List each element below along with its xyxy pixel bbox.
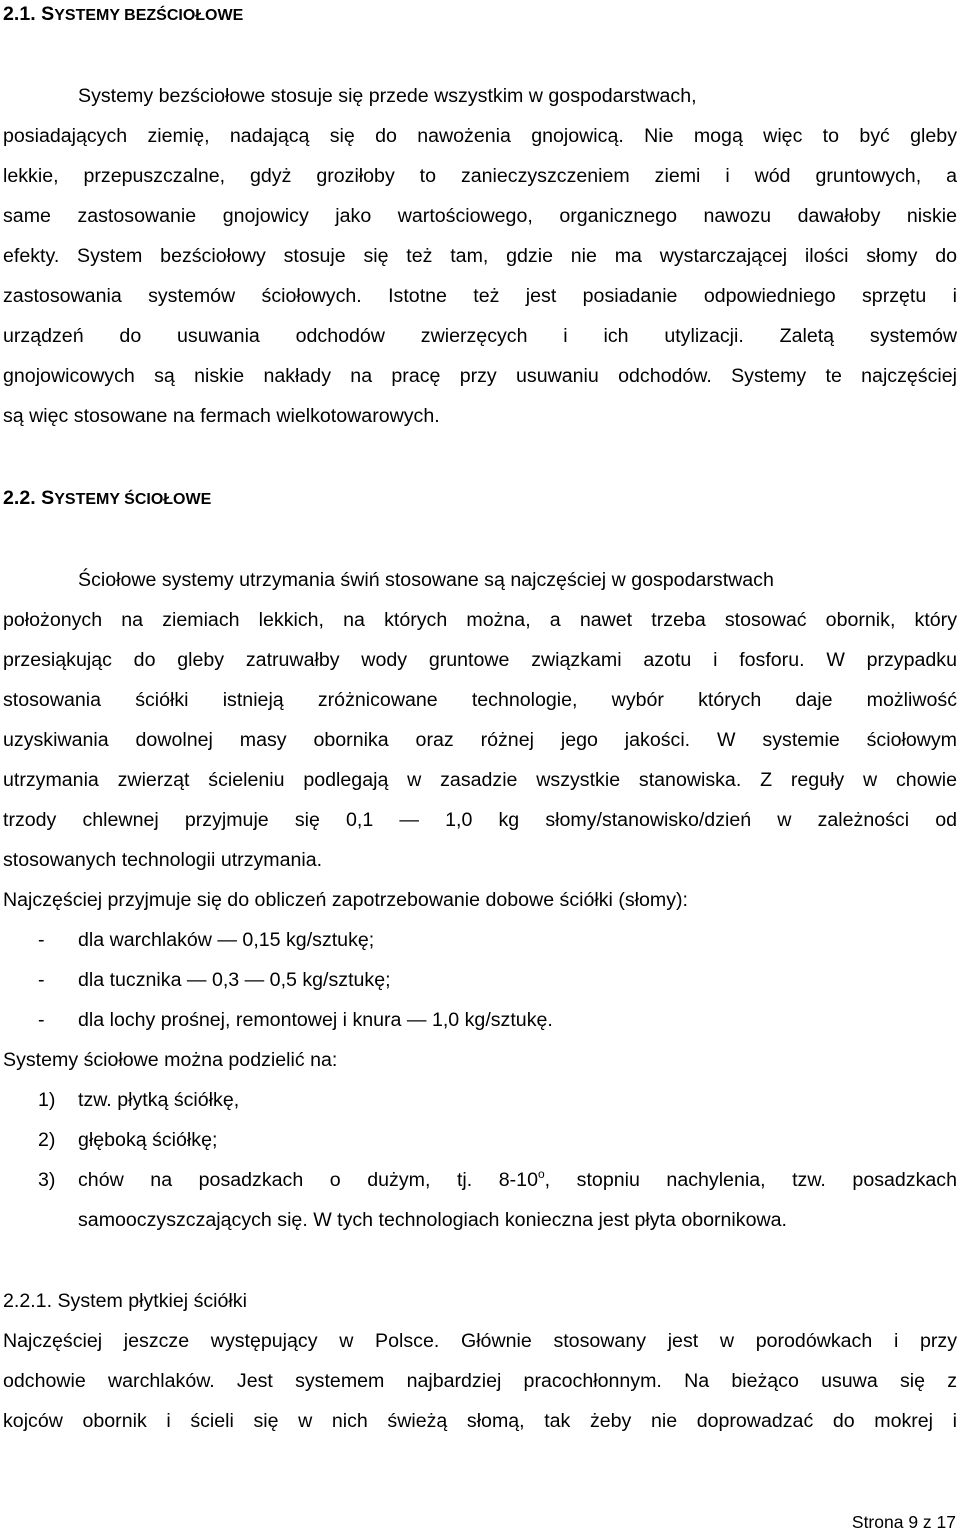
- dash-marker: -: [38, 969, 45, 991]
- paragraph-line: uzyskiwania dowolnej masy obornika oraz różnej jego jakości. W systemie ściołowym: [3, 729, 957, 751]
- paragraph-line: same zastosowanie gnojowicy jako wartościowego, organicznego nawozu dawałoby niskie: [3, 205, 957, 227]
- paragraph-line: Najczęściej przyjmuje się do obliczeń zapotrzebowanie dobowe ściółki (słomy):: [3, 889, 688, 911]
- paragraph-line: zastosowania systemów ściołowych. Istotne też jest posiadanie odpowiedniego sprzętu i: [3, 285, 957, 307]
- subsection-heading-2-2-1: 2.2.1. System płytkiej ściółki: [3, 1290, 247, 1312]
- section-number: 2.2.: [3, 487, 36, 509]
- list-item-text-a: chów na posadzkach o dużym, tj. 8-10: [78, 1169, 538, 1191]
- paragraph-line: Najczęściej jeszcze występujący w Polsce. Głównie stosowany jest w porodówkach i przy: [3, 1330, 957, 1352]
- section-title-initial: S: [41, 3, 55, 25]
- paragraph-line: odchowie warchlaków. Jest systemem najbardziej pracochłonnym. Na bieżąco usuwa się z: [3, 1370, 957, 1392]
- section-title-rest: YSTEMY BEZŚCIOŁOWE: [54, 7, 244, 24]
- list-item-text: dla warchlaków — 0,15 kg/sztukę;: [78, 929, 375, 951]
- section-number: 2.1.: [3, 3, 36, 25]
- paragraph-line: Systemy ściołowe można podzielić na:: [3, 1049, 338, 1071]
- list-number: 3): [38, 1169, 56, 1191]
- section-title-initial: S: [41, 487, 55, 509]
- paragraph-line: urządzeń do usuwania odchodów zwierzęcych i ich utylizacji. Zaletą systemów: [3, 325, 957, 347]
- section-heading-2-1: [3, 2, 243, 28]
- paragraph-line: kojców obornik i ścieli się w nich świeżą słomą, tak żeby nie doprowadzać do mokrej i: [3, 1410, 957, 1432]
- list-item-continuation: samooczyszczających się. W tych technologiach konieczna jest płyta obornikowa.: [78, 1209, 787, 1231]
- dash-marker: -: [38, 1009, 45, 1031]
- section-title-rest: YSTEMY ŚCIOŁOWE: [54, 491, 212, 508]
- paragraph-line: utrzymania zwierząt ścieleniu podlegają w zasadzie wszystkie stanowiska. Z reguły w chowie: [3, 769, 957, 791]
- section-heading-2-2: [3, 486, 211, 512]
- paragraph-line: stosowanych technologii utrzymania.: [3, 849, 323, 871]
- degree-superscript: o: [537, 1167, 545, 1181]
- list-item-text: dla lochy prośnej, remontowej i knura — 1,0 kg/sztukę.: [78, 1009, 553, 1031]
- list-item-text: tzw. płytką ściółkę,: [78, 1089, 240, 1111]
- paragraph-line: Systemy bezściołowe stosuje się przede wszystkim w gospodarstwach,: [78, 85, 697, 107]
- list-item-text: głęboką ściółkę;: [78, 1129, 218, 1151]
- paragraph-line: położonych na ziemiach lekkich, na których można, a nawet trzeba stosować obornik, który: [3, 609, 957, 631]
- list-number: 2): [38, 1129, 56, 1151]
- list-number: 1): [38, 1089, 56, 1111]
- paragraph-line: Ściołowe systemy utrzymania świń stosowane są najczęściej w gospodarstwach: [78, 569, 774, 591]
- dash-marker: -: [38, 929, 45, 951]
- list-item-text: dla tucznika — 0,3 — 0,5 kg/sztukę;: [78, 969, 391, 991]
- paragraph-line: gnojowicowych są niskie nakłady na pracę przy usuwaniu odchodów. Systemy te najczęściej: [3, 365, 957, 387]
- paragraph-line: trzody chlewnej przyjmuje się 0,1 — 1,0 kg słomy/stanowisko/dzień w zależności od: [3, 809, 957, 831]
- list-item-text: [78, 1168, 957, 1192]
- paragraph-line: przesiąkując do gleby zatruwałby wody gruntowe związkami azotu i fosforu. W przypadku: [3, 649, 957, 671]
- list-item-text-b: , stopniu nachylenia, tzw. posadzkach: [544, 1169, 957, 1191]
- paragraph-line: posiadających ziemię, nadającą się do nawożenia gnojowicą. Nie mogą więc to być gleby: [3, 125, 957, 147]
- paragraph-line: są więc stosowane na fermach wielkotowarowych.: [3, 405, 440, 427]
- paragraph-line: efekty. System bezściołowy stosuje się też tam, gdzie nie ma wystarczającej ilości słomy do: [3, 245, 957, 267]
- page-number-footer: Strona 9 z 17: [851, 1512, 956, 1532]
- paragraph-line: lekkie, przepuszczalne, gdyż groziłoby to zanieczyszczeniem ziemi i wód gruntowych, a: [3, 165, 957, 187]
- paragraph-line: stosowania ściółki istnieją zróżnicowane technologie, wybór których daje możliwość: [3, 689, 957, 711]
